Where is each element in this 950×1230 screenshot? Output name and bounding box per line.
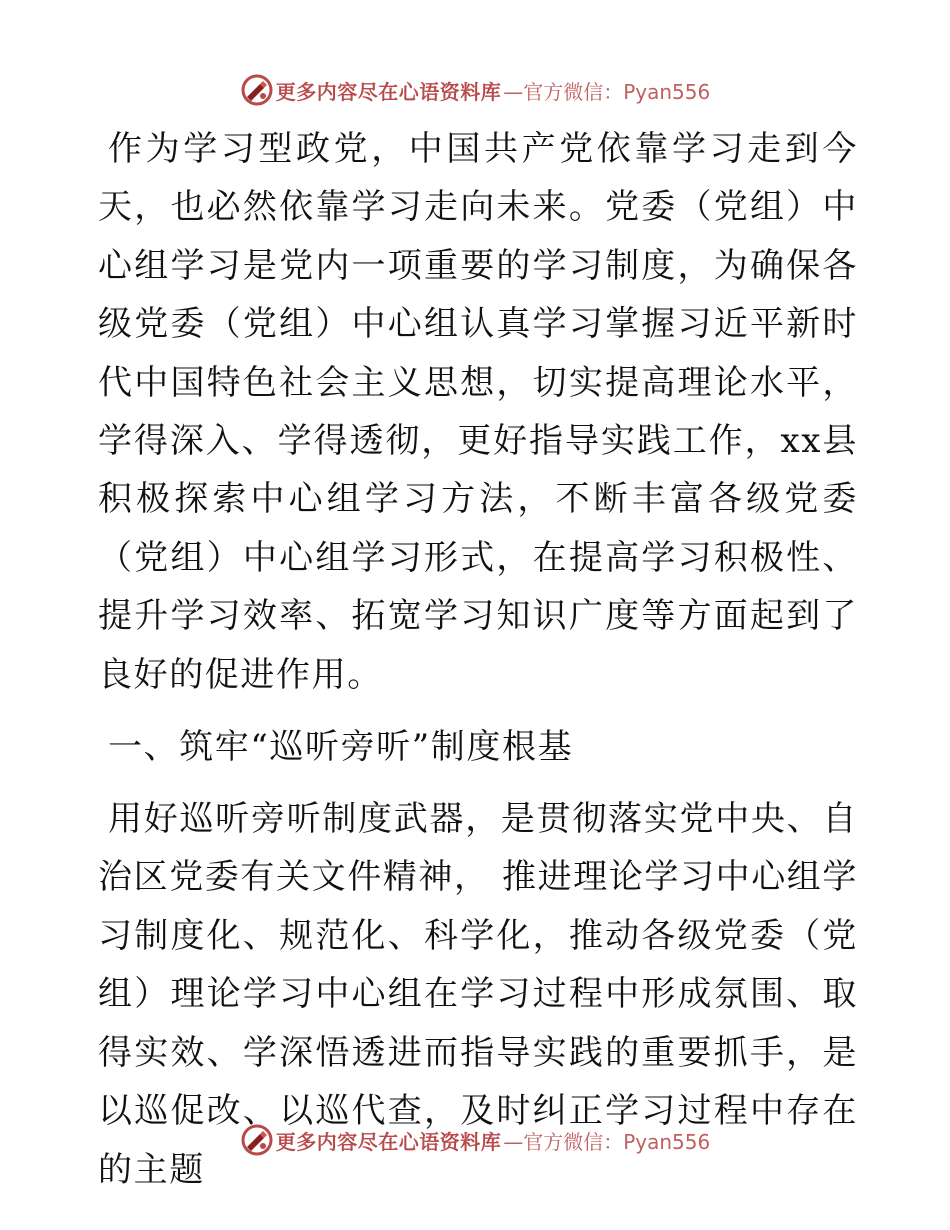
header-banner	[0, 70, 950, 110]
footer-wechat-text: —官方微信：Pyan556	[503, 1129, 711, 1154]
header-site-text: 更多内容尽在心语资料库	[275, 79, 502, 104]
footer-site-text: 更多内容尽在心语资料库	[275, 1129, 502, 1154]
paragraph-section-1: 用好巡听旁听制度武器，是贯彻落实党中央、自治区党委有关文件精神， 推进理论学习中心组学习制度化、规范化、科学化，推动各级党委（党组）理论学习中心组在学习过程中形成氛围、取得实效、学深悟透进而指导实践的重要抓手，是以巡促改、以巡代查，及时纠正学习过程中存在的主题	[98, 799, 859, 1190]
section-heading-1: 一、筑牢“巡听旁听”制度根基	[108, 727, 574, 768]
header-banner-inner	[240, 73, 711, 107]
pen-logo-icon	[240, 1123, 274, 1157]
footer-banner-inner	[240, 1123, 711, 1157]
paragraph-intro: 作为学习型政党，中国共产党依靠学习走到今天，也必然依靠学习走向未来。党委（党组）中心组学习是党内一项重要的学习制度，为确保各级党委（党组）中心组认真学习掌握习近平新时代中国特色社会主义思想，切实提高理论水平，学得深入、学得透彻，更好指导实践工作，xx县积极探索中心组学习方法，不断丰富各级党委（党组）中心组学习形式，在提高学习积极性、提升学习效率、拓宽学习知识广度等方面起到了良好的促进作用。	[98, 129, 858, 695]
footer-banner	[0, 1120, 950, 1160]
pen-logo-icon	[240, 73, 274, 107]
document-body	[98, 120, 858, 1199]
header-wechat-text: —官方微信：Pyan556	[503, 79, 711, 104]
